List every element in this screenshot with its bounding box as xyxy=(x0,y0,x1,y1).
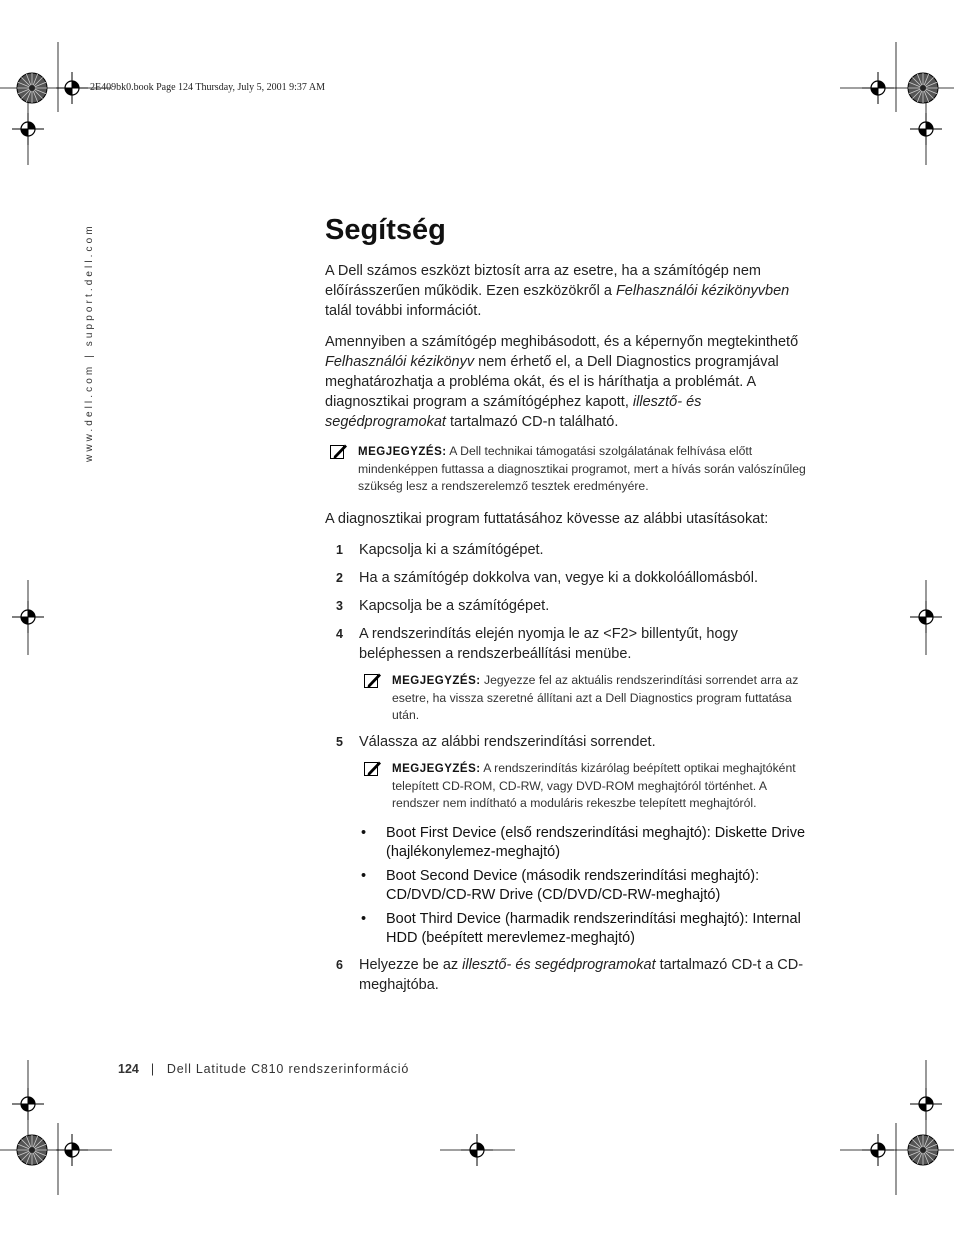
note-label: MEGJEGYZÉS: xyxy=(392,763,481,775)
boot-item: • Boot Second Device (második rendszerindítási meghajtó): CD/DVD/CD-RW Drive (CD/DVD/CD-RW-meghajtó) xyxy=(361,868,760,903)
step-item: 3 Kapcsolja be a számítógépet. xyxy=(336,598,550,614)
step-item: 5 Válassza az alábbi rendszerindítási sorrendet. MEGJEGYZÉS: A rendszerindítás kizárólag beépített optikai meghajtóként telepített CD-ROM, CD-RW, vagy DVD-ROM meghajtóról történhet. A rendszer nem indítható a moduláris rekeszbe telepített meghajtóról. • Boot First Device (első rendszerindítási meghajtó): Diskette Drive (hajlékonylemez-meghajtó) • Boot Second Device (második rendszerindítási meghajtó): CD/DVD/CD-RW Drive (CD/DVD/CD-RW-meghajtó) • Boot Third Device (harmadik rendszerindítási meghajtó): Internal HDD (beépített merevlemez-meghajtó) xyxy=(325,732,815,947)
print-header: 2E409bk0.book Page 124 Thursday, July 5, 2001 9:37 AM xyxy=(90,82,325,93)
note-2 xyxy=(359,672,815,724)
note-label: MEGJEGYZÉS: xyxy=(392,675,481,687)
boot-item: • Boot First Device (első rendszerindítási meghajtó): Diskette Drive (hajlékonylemez-meghajtó) xyxy=(361,825,806,860)
page-title: Segítség xyxy=(325,214,446,246)
note-text: A Dell technikai támogatási szolgálatának felhívása előtt mindenképpen futtassa a diagnosztikai programot, mert a hívás során valószínűleg szükség lesz a rendszerelemző tesztek eredményére. xyxy=(358,444,806,493)
step-item: 2 Ha a számítógép dokkolva van, vegye ki a dokkolóállomásból. xyxy=(336,570,758,586)
footer-separator: | xyxy=(150,1062,155,1076)
note-label: MEGJEGYZÉS: xyxy=(358,446,447,458)
step-item: 1 Kapcsolja ki a számítógépet. xyxy=(336,542,544,558)
instructions-intro: A diagnosztikai program futtatásához kövesse az alábbi utasításokat: xyxy=(325,511,769,527)
diagnostics-paragraph: Amennyiben a számítógép meghibásodott, és a képernyőn megtekinthető Felhasználói kézikönyv nem érhető el, a Dell Diagnostics programjával meghatározhatja a probléma okát, és el is háríthatja a problémát. A diagnosztikai program a számítógéphez kapott, illesztő- és segédprogramokat tartalmazó CD-n található. xyxy=(325,334,799,430)
note-pencil-icon xyxy=(330,443,348,459)
note-pencil-icon xyxy=(364,760,382,776)
note-pencil-icon xyxy=(364,672,382,688)
sidebar-url: www.dell.com | support.dell.com xyxy=(84,223,95,462)
boot-item: • Boot Third Device (harmadik rendszerindítási meghajtó): Internal HDD (beépített merevlemez-meghajtó) xyxy=(361,911,801,946)
note-3 xyxy=(359,760,815,812)
main-content xyxy=(325,214,815,1003)
intro-paragraph: A Dell számos eszközt biztosít arra az esetre, ha a számítógép nem előírásszerűen működik. Ezen eszközökről a Felhasználói kézikönyvben talál további információt. xyxy=(325,263,790,319)
page-number: 124 xyxy=(118,1062,139,1076)
page-footer xyxy=(118,1062,409,1076)
note-1 xyxy=(325,443,815,495)
step-item: 4 A rendszerindítás elején nyomja le az <F2> billentyűt, hogy beléphessen a rendszerbeállítási menübe. MEGJEGYZÉS: Jegyezze fel az aktuális rendszerindítási sorrendet arra az esetre, ha vissza szeretné állítani azt a Dell Diagnostics program futtatása után. xyxy=(325,624,815,724)
footer-title: Dell Latitude C810 rendszerinformáció xyxy=(166,1062,410,1076)
note-text: Jegyezze fel az aktuális rendszerindítási sorrendet arra az esetre, ha vissza szeretné állítani azt a Dell Diagnostics program futtatása után. xyxy=(392,673,799,722)
boot-order-list xyxy=(359,824,815,947)
note-text: A rendszerindítás kizárólag beépített optikai meghajtóként telepített CD-ROM, CD-RW, vagy DVD-ROM meghajtóról történhet. A rendszer nem indítható a moduláris rekeszbe telepített meghajtóról. xyxy=(392,761,796,810)
step-item: 6 Helyezze be az illesztő- és segédprogramokat tartalmazó CD-t a CD-meghajtóba. xyxy=(336,957,804,993)
steps-list xyxy=(325,540,815,995)
